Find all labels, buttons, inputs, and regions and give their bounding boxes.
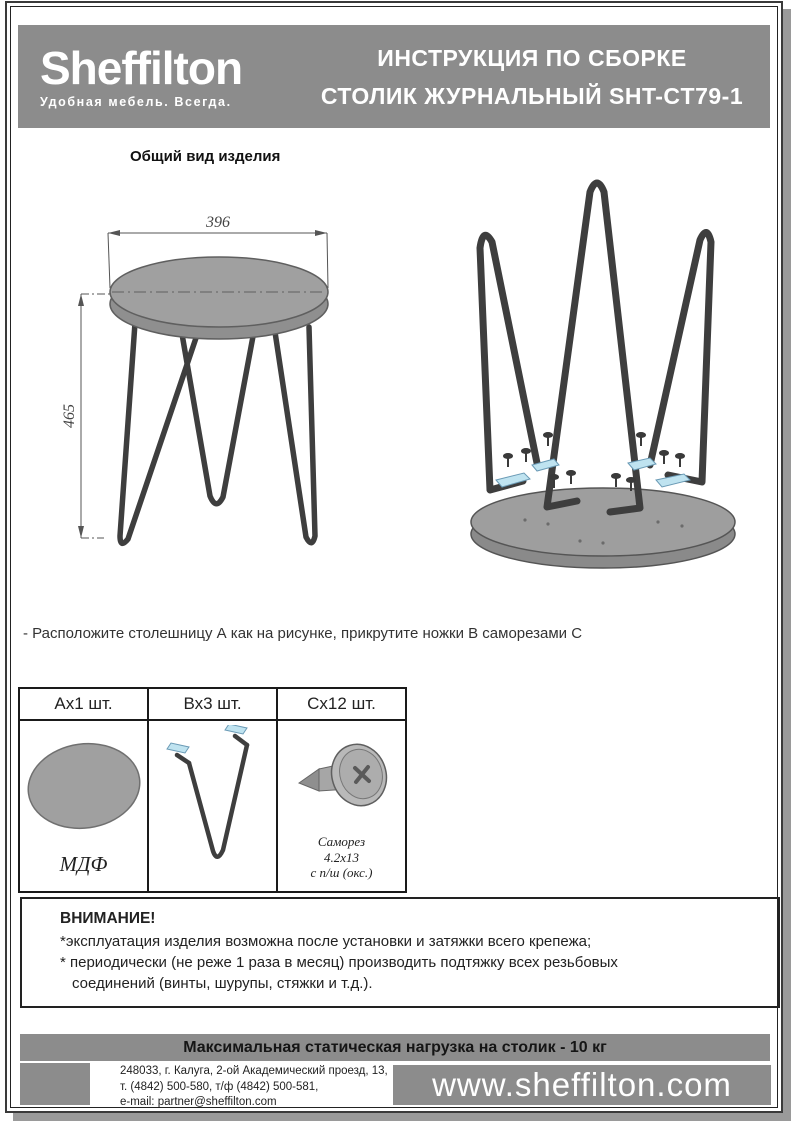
assembled-table-drawing <box>60 190 390 600</box>
part-a-cell <box>19 720 148 892</box>
assembly-instruction: - Расположите столешницу А как на рисунке, прикрутите ножки В саморезами С <box>23 625 583 642</box>
address-line-3: e-mail: partner@sheffilton.com <box>120 1096 277 1108</box>
brand-tagline: Удобная мебель. Всегда. <box>40 94 232 109</box>
website-banner: www.sheffilton.com <box>393 1065 771 1105</box>
warning-line-2: * периодически (не реже 1 раза в месяц) производить подтяжку всех резьбовых <box>60 954 618 971</box>
parts-body-row <box>19 720 406 892</box>
address-line-2: т. (4842) 500-580, т/ф (4842) 500-581, <box>120 1080 319 1093</box>
part-c-header: Сх12 шт. <box>277 688 406 720</box>
screw-part-icon <box>287 731 397 823</box>
max-load-banner: Максимальная статическая нагрузка на столик - 10 кг <box>20 1034 770 1061</box>
footer-decorative-square <box>20 1063 90 1105</box>
table-legs <box>120 323 315 543</box>
title-line-2: СТОЛИК ЖУРНАЛЬНЫЙ SHT-CT79-1 <box>320 82 744 109</box>
warning-box <box>20 897 780 1008</box>
header-banner <box>18 25 770 128</box>
address-line-1: 248033, г. Калуга, 2-ой Академический проезд, 13, <box>120 1065 388 1077</box>
dimension-height-label: 465 <box>61 404 78 428</box>
leg-part-icon <box>153 725 273 883</box>
inverted-tabletop <box>471 488 735 568</box>
part-b-header: Вх3 шт. <box>148 688 277 720</box>
tabletop-part-icon <box>24 736 144 851</box>
part-a-label: МДФ <box>59 851 108 876</box>
title-line-1: ИНСТРУКЦИЯ ПО СБОРКЕ <box>377 44 687 71</box>
document-title <box>300 39 770 115</box>
tabletop <box>110 257 328 339</box>
part-a-header: Ах1 шт. <box>19 688 148 720</box>
brand-logo <box>18 41 300 109</box>
part-c-label-line-3: с п/ш (окс.) <box>310 865 373 881</box>
brand-name: Sheffilton <box>40 41 243 94</box>
part-b-cell <box>148 720 277 892</box>
dimension-width-label: 396 <box>206 214 230 231</box>
instruction-page <box>10 6 778 1108</box>
exploded-view-drawing <box>420 160 780 600</box>
overview-heading: Общий вид изделия <box>130 148 281 165</box>
part-c-label-line-2: 4.2х13 <box>323 849 360 865</box>
parts-header-row <box>19 688 406 720</box>
part-c-label <box>280 834 403 881</box>
legs-upright <box>480 183 711 512</box>
parts-table <box>18 687 407 893</box>
part-c-label-line-1: Саморез <box>317 834 366 850</box>
warning-line-3: соединений (винты, шурупы, стяжки и т.д.). <box>72 975 373 992</box>
warning-title: ВНИМАНИЕ! <box>60 910 156 927</box>
part-c-cell <box>277 720 406 892</box>
warning-line-1: *эксплуатация изделия возможна после установки и затяжки всего крепежа; <box>60 933 592 950</box>
company-address <box>120 1064 388 1111</box>
